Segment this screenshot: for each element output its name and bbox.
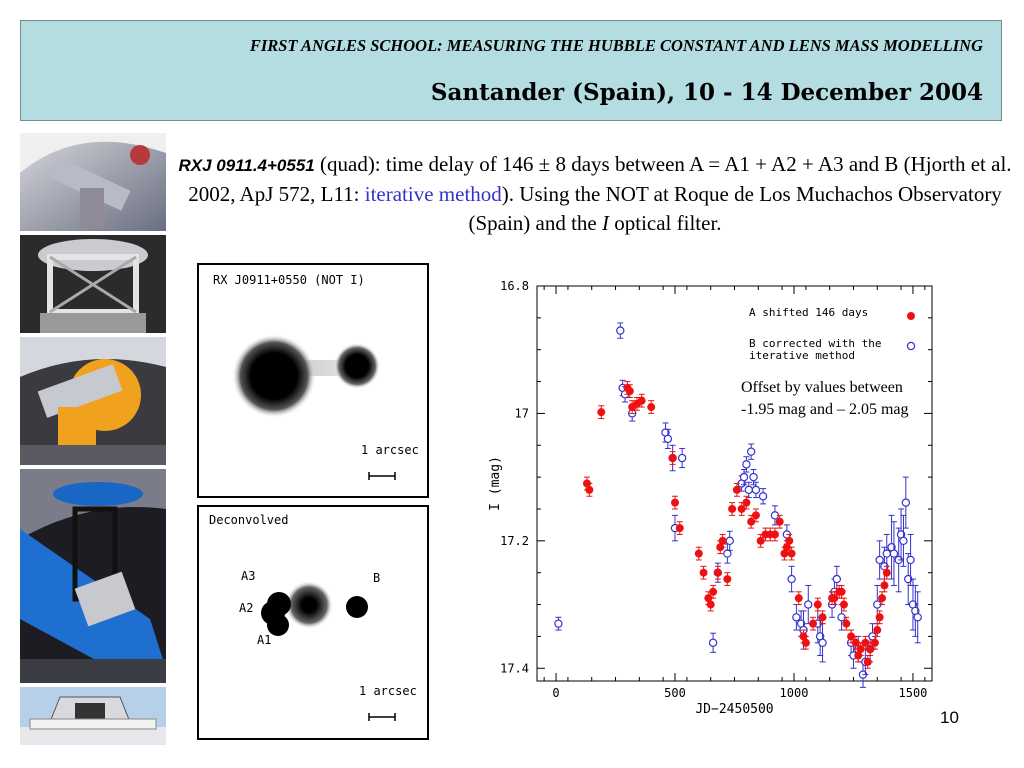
lensed-image-a-blob xyxy=(232,334,316,418)
y-tick-label: 17 xyxy=(514,406,529,421)
series-a-point xyxy=(788,550,796,558)
series-b-point xyxy=(617,327,624,334)
series-b-point xyxy=(752,486,759,493)
x-tick-label: 0 xyxy=(552,686,560,700)
telescope-photo-frame xyxy=(20,235,166,333)
series-a-point xyxy=(676,524,684,532)
deconvolved-image-panel xyxy=(197,505,429,740)
series-a-point xyxy=(864,658,872,666)
series-b-point xyxy=(740,474,747,481)
series-b-point xyxy=(788,575,795,582)
series-a-point xyxy=(728,505,736,513)
series-a-point xyxy=(709,588,717,596)
school-title: FIRST ANGLES SCHOOL: MEASURING THE HUBBLE CONSTANT AND LENS MASS MODELLING xyxy=(249,36,983,55)
series-a-point xyxy=(585,486,593,494)
series-b-point xyxy=(805,601,812,608)
series-a-point xyxy=(814,601,822,609)
label-a3: A3 xyxy=(241,569,256,583)
lens-galaxy-halo xyxy=(285,581,333,629)
label-a1: A1 xyxy=(257,633,272,647)
series-b-point xyxy=(743,461,750,468)
series-a-point xyxy=(669,454,677,462)
series-a-point xyxy=(707,601,715,609)
series-a-point xyxy=(771,530,779,538)
series-a-point xyxy=(871,639,879,647)
series-a-point xyxy=(695,550,703,558)
series-b-point xyxy=(876,556,883,563)
label-a2: A2 xyxy=(239,601,254,615)
series-b-point xyxy=(914,614,921,621)
series-a-point xyxy=(776,518,784,526)
series-a-point xyxy=(873,626,881,634)
y-axis-label: I (mag) xyxy=(488,456,503,511)
series-b-point xyxy=(679,454,686,461)
header-banner xyxy=(20,20,1002,121)
series-b-point xyxy=(709,639,716,646)
light-curve-svg xyxy=(477,272,937,722)
offset-annotation xyxy=(741,377,909,421)
telescope-photo-orange xyxy=(20,337,166,465)
series-a-point xyxy=(597,408,605,416)
x-tick-label: 500 xyxy=(664,686,686,700)
light-curve-chart xyxy=(477,272,937,722)
series-a-point xyxy=(785,537,793,545)
series-a-point xyxy=(647,403,655,411)
series-a-point xyxy=(883,569,891,577)
image-b-dot xyxy=(346,596,368,618)
legend-label-series-a: A shifted 146 days xyxy=(749,306,869,319)
series-b-point xyxy=(793,614,800,621)
series-b-point xyxy=(664,435,671,442)
x-tick-label: 1500 xyxy=(898,686,928,700)
series-a-point xyxy=(878,594,886,602)
series-b-point xyxy=(724,550,731,557)
observatory-photo-exterior xyxy=(20,687,166,745)
annotation-line-1: Offset by values between xyxy=(741,379,903,396)
x-tick-label: 1000 xyxy=(779,686,809,700)
series-a-point xyxy=(802,639,810,647)
series-b-point xyxy=(748,448,755,455)
series-a-point xyxy=(809,620,817,628)
series-b-point xyxy=(726,537,733,544)
description-paragraph xyxy=(175,150,1015,238)
legend-marker-series-a xyxy=(907,312,915,320)
series-b-point xyxy=(555,620,562,627)
series-a-point xyxy=(842,620,850,628)
deconvolved-title: Deconvolved xyxy=(209,513,289,527)
observed-image-title: RX J0911+0550 (NOT I) xyxy=(213,273,365,287)
object-name: RXJ 0911.4+0551 xyxy=(178,156,315,175)
telescope-photo-dome xyxy=(20,133,166,231)
series-b-point xyxy=(819,639,826,646)
y-tick-label: 17.4 xyxy=(500,661,529,676)
telescope-photo-blue xyxy=(20,469,166,683)
lensed-image-b-blob xyxy=(334,343,380,389)
iterative-method-link[interactable]: iterative method xyxy=(364,182,502,206)
y-tick-label: 16.8 xyxy=(500,279,529,293)
series-a-point xyxy=(671,499,679,507)
filter-name: I xyxy=(602,211,609,235)
series-a-point xyxy=(819,613,827,621)
series-b-point xyxy=(883,550,890,557)
annotation-line-2: -1.95 mag and – 2.05 mag xyxy=(741,401,909,418)
description-text-1: (quad): time delay of 146 ± 8 days between A = A1 + A2 + A3 and B (Hjorth et al. 2002, ApJ 572, L11: xyxy=(188,152,1012,206)
slide-number: 10 xyxy=(940,708,959,727)
series-a-point xyxy=(880,581,888,589)
series-b-point xyxy=(759,493,766,500)
y-tick-label: 17.2 xyxy=(500,533,529,548)
x-axis-label: JD−2450500 xyxy=(695,702,774,717)
legend-marker-series-b xyxy=(907,342,914,349)
series-b-point xyxy=(900,537,907,544)
series-a-point xyxy=(714,569,722,577)
series-a-point xyxy=(840,601,848,609)
series-b-point xyxy=(902,499,909,506)
series-b-point xyxy=(833,575,840,582)
observed-scale-label: 1 arcsec xyxy=(361,443,419,457)
series-a-point xyxy=(723,575,731,583)
series-a-point xyxy=(876,613,884,621)
series-a-point xyxy=(719,537,727,545)
series-a-point xyxy=(733,486,741,494)
legend-label-series-b-line2: iterative method xyxy=(749,349,855,362)
series-a-point xyxy=(700,569,708,577)
series-a-point xyxy=(742,499,750,507)
observed-image-panel xyxy=(197,263,429,498)
series-a-point xyxy=(638,397,646,405)
legend-label-series-b-line1: B corrected with the xyxy=(749,337,882,350)
series-b-point xyxy=(907,556,914,563)
venue-date-title: Santander (Spain), 10 - 14 December 2004 xyxy=(430,79,983,106)
series-b-point xyxy=(750,474,757,481)
series-a-point xyxy=(752,511,760,519)
description-text-3: optical filter. xyxy=(609,211,722,235)
series-a-point xyxy=(626,387,634,395)
deconvolved-scale-label: 1 arcsec xyxy=(359,684,417,698)
series-a-point xyxy=(795,594,803,602)
series-b-point xyxy=(745,486,752,493)
series-a-point xyxy=(838,588,846,596)
label-b: B xyxy=(373,571,381,585)
description-text-2: ). Using the NOT at Roque de Los Muchachos Observatory (Spain) and the xyxy=(468,182,1002,235)
series-b-point xyxy=(890,550,897,557)
